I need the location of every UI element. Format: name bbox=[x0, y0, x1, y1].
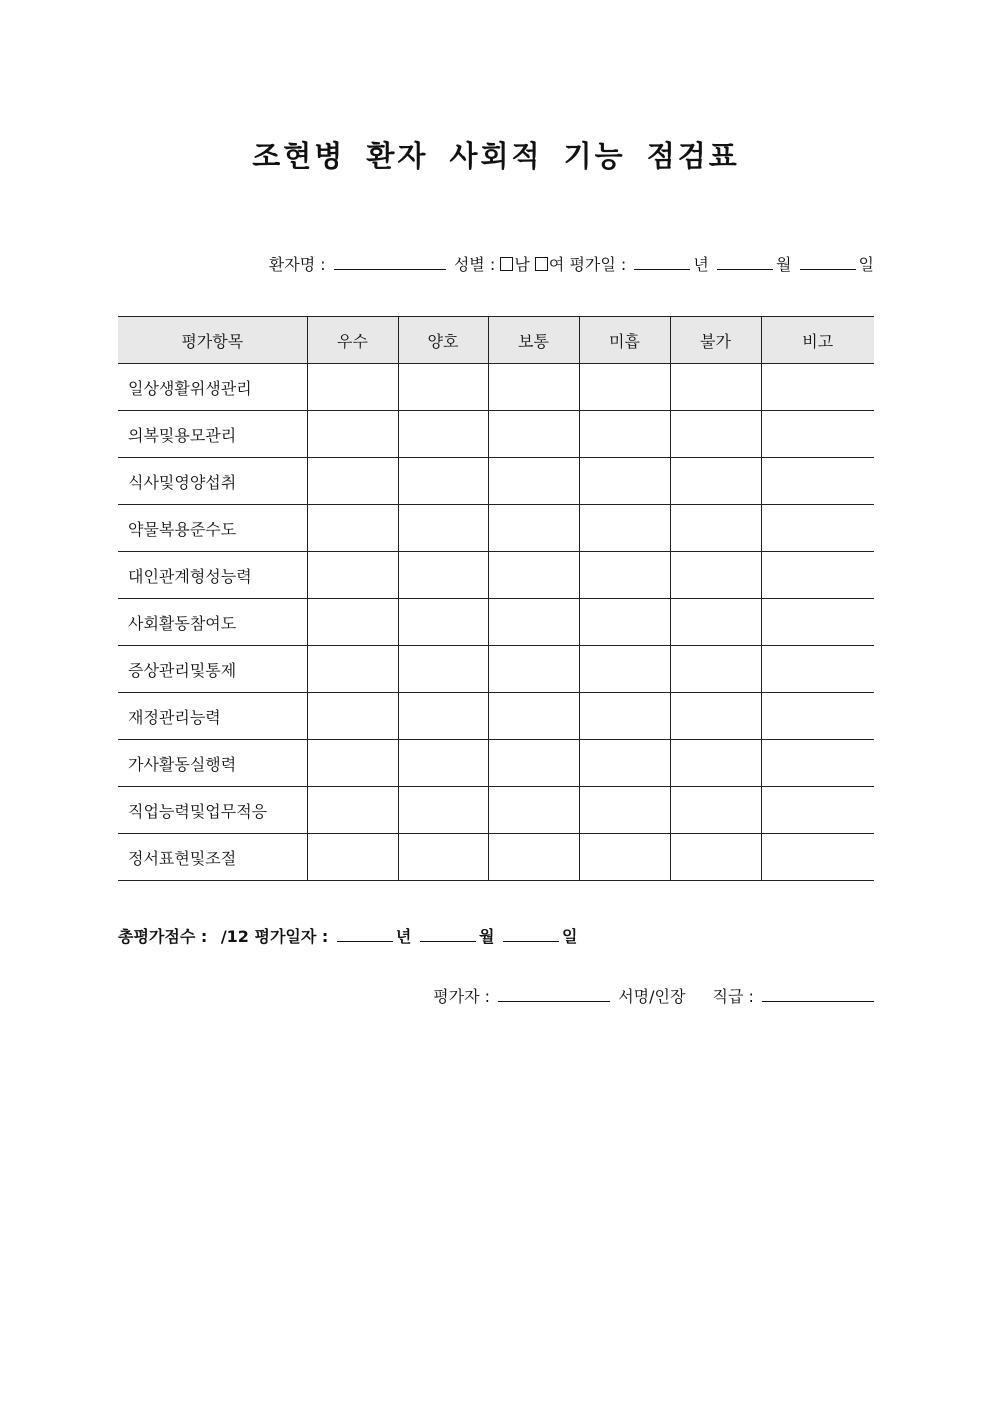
day-label: 일 bbox=[858, 255, 874, 274]
rating-cell[interactable] bbox=[398, 646, 488, 693]
male-label: 남 bbox=[514, 255, 530, 274]
item-label: 사회활동참여도 bbox=[118, 599, 307, 646]
rating-cell[interactable] bbox=[579, 364, 670, 411]
rating-cell[interactable] bbox=[670, 740, 761, 787]
rating-cell[interactable] bbox=[579, 834, 670, 881]
total-score-label: 총평가점수 : bbox=[118, 927, 208, 946]
rating-cell[interactable] bbox=[761, 787, 874, 834]
rating-cell[interactable] bbox=[761, 505, 874, 552]
rating-cell[interactable] bbox=[398, 693, 488, 740]
rating-cell[interactable] bbox=[488, 505, 579, 552]
rating-cell[interactable] bbox=[761, 834, 874, 881]
evaluator-label: 평가자 : bbox=[433, 987, 491, 1006]
item-label: 대인관계형성능력 bbox=[118, 552, 307, 599]
rating-cell[interactable] bbox=[488, 411, 579, 458]
summary-month-field[interactable] bbox=[420, 925, 476, 942]
rating-cell[interactable] bbox=[307, 787, 398, 834]
rating-cell[interactable] bbox=[488, 364, 579, 411]
rating-cell[interactable] bbox=[307, 458, 398, 505]
table-row bbox=[118, 364, 874, 411]
rating-cell[interactable] bbox=[579, 693, 670, 740]
summary-line bbox=[118, 924, 577, 947]
rating-cell[interactable] bbox=[670, 599, 761, 646]
rating-cell[interactable] bbox=[307, 505, 398, 552]
rating-cell[interactable] bbox=[761, 740, 874, 787]
rating-cell[interactable] bbox=[670, 364, 761, 411]
rating-cell[interactable] bbox=[488, 458, 579, 505]
column-header: 양호 bbox=[398, 317, 488, 364]
rating-cell[interactable] bbox=[398, 599, 488, 646]
rating-cell[interactable] bbox=[579, 787, 670, 834]
rating-cell[interactable] bbox=[307, 552, 398, 599]
rating-cell[interactable] bbox=[579, 599, 670, 646]
table-row bbox=[118, 646, 874, 693]
evaluator-field[interactable] bbox=[498, 985, 610, 1002]
table-header-row bbox=[118, 317, 874, 364]
summary-year-label: 년 bbox=[395, 927, 412, 946]
total-score-value: /12 bbox=[220, 927, 249, 946]
summary-month-label: 월 bbox=[478, 927, 495, 946]
column-header: 불가 bbox=[670, 317, 761, 364]
table-row bbox=[118, 599, 874, 646]
male-checkbox[interactable] bbox=[500, 257, 513, 271]
rating-cell[interactable] bbox=[579, 646, 670, 693]
column-header: 보통 bbox=[488, 317, 579, 364]
summary-day-field[interactable] bbox=[503, 925, 559, 942]
rating-cell[interactable] bbox=[398, 834, 488, 881]
year-label: 년 bbox=[693, 255, 709, 274]
document-title: 조현병 환자 사회적 기능 점검표 bbox=[252, 139, 740, 173]
rating-cell[interactable] bbox=[398, 552, 488, 599]
rating-cell[interactable] bbox=[761, 411, 874, 458]
rating-cell[interactable] bbox=[761, 458, 874, 505]
rating-cell[interactable] bbox=[307, 646, 398, 693]
month-field[interactable] bbox=[717, 253, 773, 270]
month-label: 월 bbox=[775, 255, 792, 274]
female-label: 여 bbox=[548, 255, 565, 274]
signature-label: 서명/인장 bbox=[618, 987, 686, 1006]
rating-cell[interactable] bbox=[307, 693, 398, 740]
rating-cell[interactable] bbox=[398, 505, 488, 552]
patient-name-field[interactable] bbox=[334, 253, 446, 270]
position-label: 직급 : bbox=[712, 987, 754, 1006]
rating-cell[interactable] bbox=[488, 834, 579, 881]
signature-line bbox=[433, 984, 874, 1007]
rating-cell[interactable] bbox=[398, 364, 488, 411]
rating-cell[interactable] bbox=[670, 411, 761, 458]
patient-info-line bbox=[269, 252, 874, 275]
table-row bbox=[118, 740, 874, 787]
rating-cell[interactable] bbox=[670, 505, 761, 552]
rating-cell[interactable] bbox=[307, 411, 398, 458]
rating-cell[interactable] bbox=[307, 834, 398, 881]
column-header: 우수 bbox=[307, 317, 398, 364]
table-row bbox=[118, 505, 874, 552]
table-row bbox=[118, 552, 874, 599]
rating-cell[interactable] bbox=[398, 458, 488, 505]
rating-cell[interactable] bbox=[761, 646, 874, 693]
rating-cell[interactable] bbox=[670, 458, 761, 505]
rating-cell[interactable] bbox=[307, 599, 398, 646]
rating-cell[interactable] bbox=[579, 411, 670, 458]
summary-day-label: 일 bbox=[561, 927, 578, 946]
rating-cell[interactable] bbox=[579, 505, 670, 552]
year-field[interactable] bbox=[634, 253, 690, 270]
rating-cell[interactable] bbox=[398, 740, 488, 787]
rating-cell[interactable] bbox=[761, 693, 874, 740]
rating-cell[interactable] bbox=[761, 364, 874, 411]
table-row bbox=[118, 411, 874, 458]
table-row bbox=[118, 834, 874, 881]
item-label: 식사및영양섭취 bbox=[118, 458, 307, 505]
rating-cell[interactable] bbox=[398, 411, 488, 458]
evaluation-table bbox=[118, 316, 874, 881]
column-header: 미흡 bbox=[579, 317, 670, 364]
rating-cell[interactable] bbox=[579, 458, 670, 505]
item-label: 가사활동실행력 bbox=[118, 740, 307, 787]
item-label: 일상생활위생관리 bbox=[118, 364, 307, 411]
rating-cell[interactable] bbox=[307, 740, 398, 787]
rating-cell[interactable] bbox=[307, 364, 398, 411]
rating-cell[interactable] bbox=[670, 552, 761, 599]
rating-cell[interactable] bbox=[488, 552, 579, 599]
item-label: 정서표현및조절 bbox=[118, 834, 307, 881]
item-label: 의복및용모관리 bbox=[118, 411, 307, 458]
summary-year-field[interactable] bbox=[337, 925, 393, 942]
eval-date-label: 평가일 : bbox=[569, 255, 627, 274]
rating-cell[interactable] bbox=[761, 599, 874, 646]
table-row bbox=[118, 693, 874, 740]
rating-cell[interactable] bbox=[670, 693, 761, 740]
rating-cell[interactable] bbox=[398, 787, 488, 834]
rating-cell[interactable] bbox=[488, 599, 579, 646]
rating-cell[interactable] bbox=[488, 646, 579, 693]
table-row bbox=[118, 458, 874, 505]
rating-cell[interactable] bbox=[579, 552, 670, 599]
rating-cell[interactable] bbox=[579, 740, 670, 787]
column-header: 비고 bbox=[761, 317, 874, 364]
gender-label: 성별 : bbox=[453, 255, 496, 274]
eval-date-label-2: 평가일자 : bbox=[254, 927, 329, 946]
rating-cell[interactable] bbox=[488, 693, 579, 740]
female-checkbox[interactable] bbox=[535, 257, 548, 271]
item-label: 직업능력및업무적응 bbox=[118, 787, 307, 834]
item-label: 약물복용준수도 bbox=[118, 505, 307, 552]
rating-cell[interactable] bbox=[488, 787, 579, 834]
item-label: 재정관리능력 bbox=[118, 693, 307, 740]
table-row bbox=[118, 787, 874, 834]
patient-name-label: 환자명 : bbox=[268, 255, 326, 274]
rating-cell[interactable] bbox=[488, 740, 579, 787]
rating-cell[interactable] bbox=[670, 834, 761, 881]
position-field[interactable] bbox=[762, 985, 874, 1002]
rating-cell[interactable] bbox=[761, 552, 874, 599]
rating-cell[interactable] bbox=[670, 787, 761, 834]
column-header: 평가항목 bbox=[118, 317, 307, 364]
item-label: 증상관리및통제 bbox=[118, 646, 307, 693]
day-field[interactable] bbox=[800, 253, 856, 270]
rating-cell[interactable] bbox=[670, 646, 761, 693]
